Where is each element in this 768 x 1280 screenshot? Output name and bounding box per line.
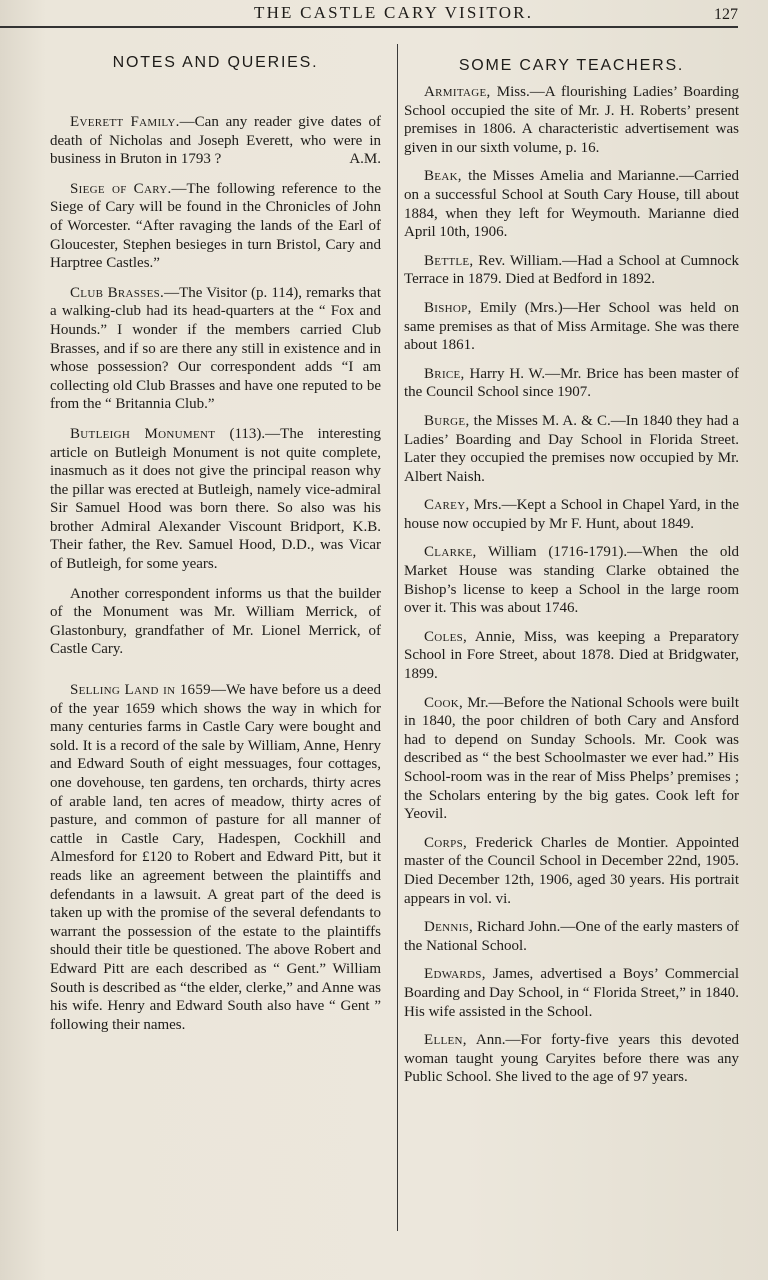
teacher-entry [404,628,739,684]
entry-heading: Brice, [424,365,465,382]
teacher-entry [404,167,739,241]
entry-heading: Carey, [424,497,470,514]
entry-heading: Beak, [424,168,462,185]
entry-text: Miss.—A flourishing Ladies’ Boarding School occupied the site of Mr. J. H. Roberts’ present premises in 1806. A characteristic advertisement was given in our sixth volume, p. 16. [404,84,739,156]
entry-text: —Can any reader give dates of death of Nicholas and Joseph Everett, who were in business in Bruton in 1793 ? [50,114,381,168]
note-monument-builder [50,585,381,659]
entry-text: Mrs.—Kept a School in Chapel Yard, in the house now occupied by Mr F. Hunt, about 1849. [404,497,739,532]
entry-text: Rev. William.—Had a School at Cumnock Terrace in 1879. Died at Bedford in 1892. [404,252,739,288]
entry-heading: Club Brasses. [70,284,165,301]
entry-heading: Dennis, [424,919,474,936]
column-divider [397,44,398,1231]
entry-text: Mr.—Before the National Schools were built in 1840, the poor children of both Cary and Ansford had to depend on Sunday Schools. Mr. Cook was described as “ the best Schoolmaster we ever had.” His School-room was in the rear of Miss Phelps’ premises ; the Scholars entering by the big gates. Cook left for Yeovil. [404,694,739,823]
entry-heading: Clarke, [424,544,477,561]
entry-heading: Burge, [424,412,470,429]
entry-heading: Siege of Cary. [70,180,172,197]
entry-text: Emily (Mrs.)—Her School was held on same premises as that of Miss Armitage. She was there about 1861. [404,299,739,354]
note-siege-of-cary [50,180,381,273]
teacher-entry [404,834,739,908]
entry-heading: Cook, [424,694,464,711]
entry-text: the Misses Amelia and Marianne.—Carried on a successful School at South Cary House, till about 1884, when they left for Weymouth. Marianne died April 10th, 1906. [404,168,739,241]
header-rule [0,26,738,28]
teacher-entry [404,83,739,157]
note-butleigh-monument [50,425,381,574]
entry-text: Ann.—For forty-five years this devoted woman taught young Caryites before there was any Public School. She lived to the age of 97 years. [404,1032,739,1086]
entry-heading: Coles, [424,628,468,645]
entry-heading: Bishop, [424,299,472,316]
entry-heading: Selling Land in 1659 [70,682,211,699]
entry-text: Frederick Charles de Montier. Appointed master of the Council School in December 22nd, 1905. Died December 12th, 1906, aged 30 years. His portrait appears in vol. vi. [404,834,739,907]
teacher-entry [404,918,739,955]
entry-text: James, advertised a Boys’ Commercial Boarding and Day School, in “ Florida Street,” in 1840. His wife assisted in the School. [404,966,739,1020]
entry-text: William (1716-1791).—When the old Market House was standing Clarke obtained the Bishop’s license to keep a School in the large room over it. This was about 1746. [404,544,739,617]
entry-text: Annie, Miss, was keeping a Preparatory School in Fore Street, about 1878. Died at Bridgwater, 1899. [404,628,739,683]
teacher-entry [404,543,739,617]
note-everett-family [50,113,381,169]
entry-text: —The following reference to the Siege of Cary will be found in the Chronicles of John of Worcester. “After ravaging the lands of the Earl of Gloucester, Stephen besieges in turn Bristol, Cary and Harptree Castles.” [50,180,381,272]
running-title: THE CASTLE CARY VISITOR. [254,3,534,22]
entry-heading: Edwards, [424,966,486,983]
teacher-entry [404,965,739,1021]
cary-teachers-column [404,44,739,1097]
entry-heading: Armitage, [424,84,491,100]
teacher-entry [404,252,739,289]
entry-text: Richard John.—One of the early masters of the National School. [404,919,739,954]
note-selling-land-1659 [50,681,381,1034]
entry-text: —We have before us a deed of the year 1659 which shows the way in which for many centuries farms in Castle Cary were bought and sold. It is a record of the sale by William, Anne, Henry and Edward South of eight messuages, four cottages, one dovehouse, ten gardens, ten orchards, thirty acres of arable land, ten acres of meadow, thirty acres of pasture, and common of pasture for all manner of cattle in Castle Cary, Hadespen, Cockhill and Almesford for £120 to Robert and Edward Pitt, but it reads like an agreement between the plaintiffs and defendants in a lawsuit. A great part of the deed is taken up with the promise of the several defendants to warrant the possession of the estate to the plaintiffs should their title be questioned. The above Robert and Edward Pitt are each described as “ Gent.” William South is described as “the elder, clerke,” and Anne was his wife. Henry and Edward South also have “ Gent ” following their names. [50,682,381,1033]
cary-teachers-title: SOME CARY TEACHERS. [458,57,685,74]
teacher-entry [404,365,739,402]
page-number: 127 [714,6,738,23]
entry-text: —The Visitor (p. 114), remarks that a walking-club had its head-quarters at the “ Fox and Hounds.” I wonder if the members carried Club Brasses, and if so are there any still in existence and in whose possession? Our correspondent adds “I am collecting old Club Brasses and have one reputed to be from the “ Britannia Club.” [50,284,381,413]
entry-heading: Corps, [424,834,468,851]
entry-text: Another correspondent informs us that the builder of the Monument was Mr. William Merrick, of Glastonbury, grandfather of Mr. Lionel Merrick, of Castle Cary. [50,585,381,658]
notes-and-queries-column [50,44,381,1045]
teacher-entry [404,1031,739,1087]
entry-heading: Butleigh Monument [70,425,216,442]
entry-heading: Ellen, [424,1032,467,1049]
notes-and-queries-title: NOTES AND QUERIES. [112,54,319,71]
entry-text: Harry H. W.—Mr. Brice has been master of the Council School since 1907. [404,365,739,401]
entry-heading: Bettle, [424,252,474,269]
entry-heading: Everett Family. [70,114,180,130]
entry-signature: A.M. [349,151,381,168]
teacher-entry [404,412,739,486]
teacher-entry [404,496,739,533]
entry-text: (113).—The interesting article on Butleigh Monument is not quite complete, inasmuch as it does not give the principal reason why the pillar was erected at Butleigh, namely vice-admiral Sir Samuel Hood was born there. So also was his brother Admiral Alexander Viscount Bridport, K.B. Their father, the Rev. Samuel Hood, D.D., was Vicar of Butleigh, for some years. [50,425,382,573]
entry-text: the Misses M. A. & C.—In 1840 they had a Ladies’ Boarding and Day School in Florida Street. Later they occupied the premises now occupied by Mr. Albert Naish. [404,412,739,485]
note-club-brasses [50,284,381,414]
teacher-entry [404,299,739,355]
teacher-entry [404,694,739,824]
